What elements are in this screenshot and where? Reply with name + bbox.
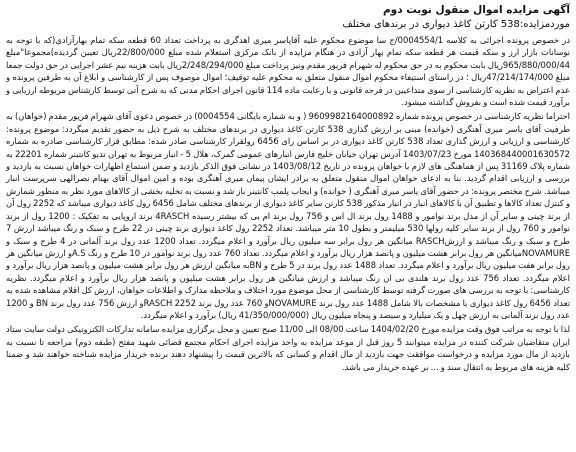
expert-opinion-paragraph: احتراما نظریه کارشناسی در خصوص پرونده شماره 9609982164000892 ( و به شماره بایگانی 0004554) در خصوص دعوی آقای شهرام فریور مقدم (خواهان) به طرفیت آقای یاسر میری آهنگری (خوانده) مبنی بر ارزش گذاری 538 کارتن کاغذ دیواری در برندهای مختلف به شرح ذیل به حضور تقدیم میگردد: موضوع پرونده: کارشناسی و ارزیابی و ارزش گذاری تعداد 538 کارتن کاغذ دیواری در بر اساس رای 6456 رولقرار کارشناسی صادر شده: مطابق قرار کارشناسی صادره به شماره 140368440001630572 مورخ 1403/07/23 آدرس تهران خیابان خلیج فارس انبارهای عمومی گمرک، هلال 5 - انبار مربوط به تهران تدیو کانتینر شماره 22201 به شماره پلاک 31169 پس از هماهنگی های لازم با خواهان پرونده در تاریخ 1403/08/12 در نشانی فوق الذکر بازدید و ضمن استماع اظهارات خواهان نسبت به بازدید و بررسی و ارزیابی اقدام گردید. بنا به ادعای خواهان اموال منقول متعلق به برادر ایشان پیمان میری آهنگری بوده و امین اموال آقای بهنام نصرالهی سرپرست انبار میباشد. شرح مختصر پرونده: در حضور آقای یاسر میری آهنگری ( خوانده) و ایجاب پلمب کانتینر باز شد و نسبت به تخلیه بخشی از کالاهای مورد نظر به منظور شمارش و کنترل تعداد کالاها و تطبیق آن با کالاهای انبار در انبار مذکور 538 کارتن سایر کاغذ دیواری از برندهای مختلف شامل 6456 رول کاغذ دیواری میباشد که 2252 رول آن از برند چینی و سایر آن از مدل برند نوامور و 1488 رول برند ال اس و 756 رول برند ام بی که بیشتر رسیده 4RASCH برند اروپایی به تفکیک : 1200 رول از برند نوامور و 760 رول از برند سایر کلیه رولها 530 میلیمتر و بطول 10 متر میباشد. تعداد 2252 رول کاغذ دیواری برند چینی در 22 طرح و سبک و رنگ میباشد ارزش 7 طرح و سبک و رنگ میباشد و ارزشRASCH میانگین هر رول برابر سه میلیون ریال برآورد و اعلام میگردد. تعداد 1200 عدد رول برند آلمانی در 4 طرح و سبک و NOVAMUREمیانگین هر رول برابر هشت میلیون و پانصد هزار ریال برآورد و اعلام میگردد. تعداد 760 عدد رول برند نوامور در 10 طرح و رنگ A.Sو ارزش میانگین هر رول برابر هفت میلیون ریال برآورد و اعلام میگردد. تعداد 1488 عدد رول برند در 5 طرح و BNبه میانگین ارزش هر رول برابر هشت میلیون و پانصد هزار ریال برآورد و اعلام میگردد. تعداد 756 عدد رول برند هلندی بی ان رنگ میباشد و ارزش میانگین هر رول برابر هشت میلیون و پانصد هزار ریال برآورد و اعلام میگردد. نظریه کارشناسی: با توجه به بررسی های صورت گرفته توسط کارشناسی از محل موضوع مورد اختلاف و ملاحظه مدارک و اطلاعات خواهان، ارزش کل اقلام مشاهده شده به تعداد 6456 رول کاغذ دیواری با مشخصات بالا شامل 1488 عدد رول برند NOVAMUREو 760 عدد رول برند RASCH 2252و ارزش 756 عدد رول برند BN و 1200 عدد رول برند آلمانی به ارزش چهل و یک میلیارد و سیصد و پنجاه میلیون ریال (41/350/000/000 ریال) برآورد و اعلام میگردد. bbox=[6, 111, 571, 320]
notice-subject: موردمزایده:538 کارتن کاغذ دیواری در برندهای مختلف bbox=[342, 19, 570, 30]
case-paragraph: در خصوص پرونده اجرائی به کلاسه 0004554/1/ج سا موضوع محکوم علیه آقاپاسر میری اهدگری به پرداخت تعداد 60 قطعه سکه تمام بهارآزادی(که با توجه به نوسانات بازار ارز و سکه قیمت هر قطعه سکه تمام بهار آزادی در هنگام مزایده از بانک مرکزی استعلام شده مبلغ 22/800/000ریال تعیین گردیده)مجموعا"مبلغ 965/880/000/44ریال بابت محکوم به در حق محکوم له شهرام فریور مقدم ونیز پرداخت مبلغ 2/248/294/000ریال بابت هزینه نیم عشر اجرایی در حق دولت جمعا مبلغ 47/214/174/000ریال ؛ در راستای استیفاء محکوم اموال منقول متعلق به محکوم علیه توقیف؛ اموال موصوف پس از کارشناسی و ابلاغ آن به طرفین پرونده و عدم اعتراض به نظریه کارشناسی از سوی متداعیین در فرجه قانونی و با رعایت ماده 114 قانون اجرای احکام مدنی که به شرح آتی توسط کارشناس مربوطه ارزیابی و برآورد قیمت شده است و بفروش گذاشته میشود. bbox=[6, 35, 571, 108]
auction-terms-paragraph: لذا با توجه به مراتب فوق وقت مزایده مورخ 1404/02/20 ساعت 08/00 الی 11/00 صبح تعیین و محل برگزاری مزایده سامانه تدارکات الکترونیکی دولت سایت ستاد ایران متقاضیان شرکت کننده در مزایده میتوانند 5 روز قبل از موعد مزایده به واحد مزایده اجرای احکام مجتمع قضائی شهید مفتح (طبقه دوم) مراجعه تا نسبت به بازدید از مال مورد مزایده و درخواست موافقت جهت بازدید از مال اقدام و کسانی که بالاترین قیمت را پیشنهاد دهند برنده خریدار مزایده شناخته خواهند شد و ضمنا کلیه هزینه های مربوط به انتقال سند و ... بر عهده خریدار می باشد. bbox=[6, 324, 571, 372]
notice-title: آگهی مزایده اموال منقول نوبت دوم bbox=[382, 4, 570, 16]
